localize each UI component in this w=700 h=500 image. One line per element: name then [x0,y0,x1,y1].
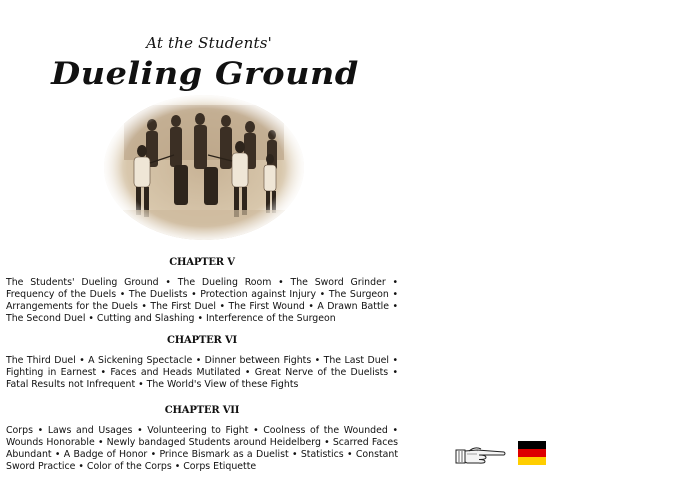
chapter-topics: Corps • Laws and Usages • Volunteering to Fight • Coolness of the Wounded • Wounds Honorable • Newly bandaged Students around Heidelberg • Scarred Faces Abundant • A Badge of Honor • Prince Bismark as a Duelist • Statistics • Constant Sword Practice • Color of the Corps • Corps Etiquette [6,425,398,472]
pointing-hand-icon [455,445,507,467]
chapter-topics: The Third Duel • A Sickening Spectacle • Dinner between Fights • The Last Duel • Fighting in Earnest • Faces and Heads Mutilated • Great Nerve of the Duelists • Fatal Results not Infrequent • The World's View of these Fights [6,355,398,390]
chapter-section [6,257,398,325]
chapter-section [6,405,398,473]
german-flag-icon[interactable] [518,441,546,465]
chapter-topics: The Students' Dueling Ground • The Dueling Room • The Sword Grinder • Frequency of the Duels • The Duelists • Protection against Injury • The Surgeon • Arrangements for the Duels • The First Duel • The First Wound • A Drawn Battle • The Second Duel • Cutting and Slashing • Interference of the Surgeon [6,277,398,324]
dueling-photo [104,95,304,240]
page-subtitle: At the Students' [146,34,272,52]
page-header [51,34,359,92]
chapter-heading: CHAPTER VII [164,405,240,416]
page-title: Dueling Ground [51,56,359,92]
flag-stripe-gold [518,457,546,465]
flag-stripe-black [518,441,546,449]
chapter-heading: CHAPTER V [169,257,235,268]
flag-stripe-red [518,449,546,457]
chapter-heading: CHAPTER VI [167,335,237,346]
chapter-section [6,335,398,391]
